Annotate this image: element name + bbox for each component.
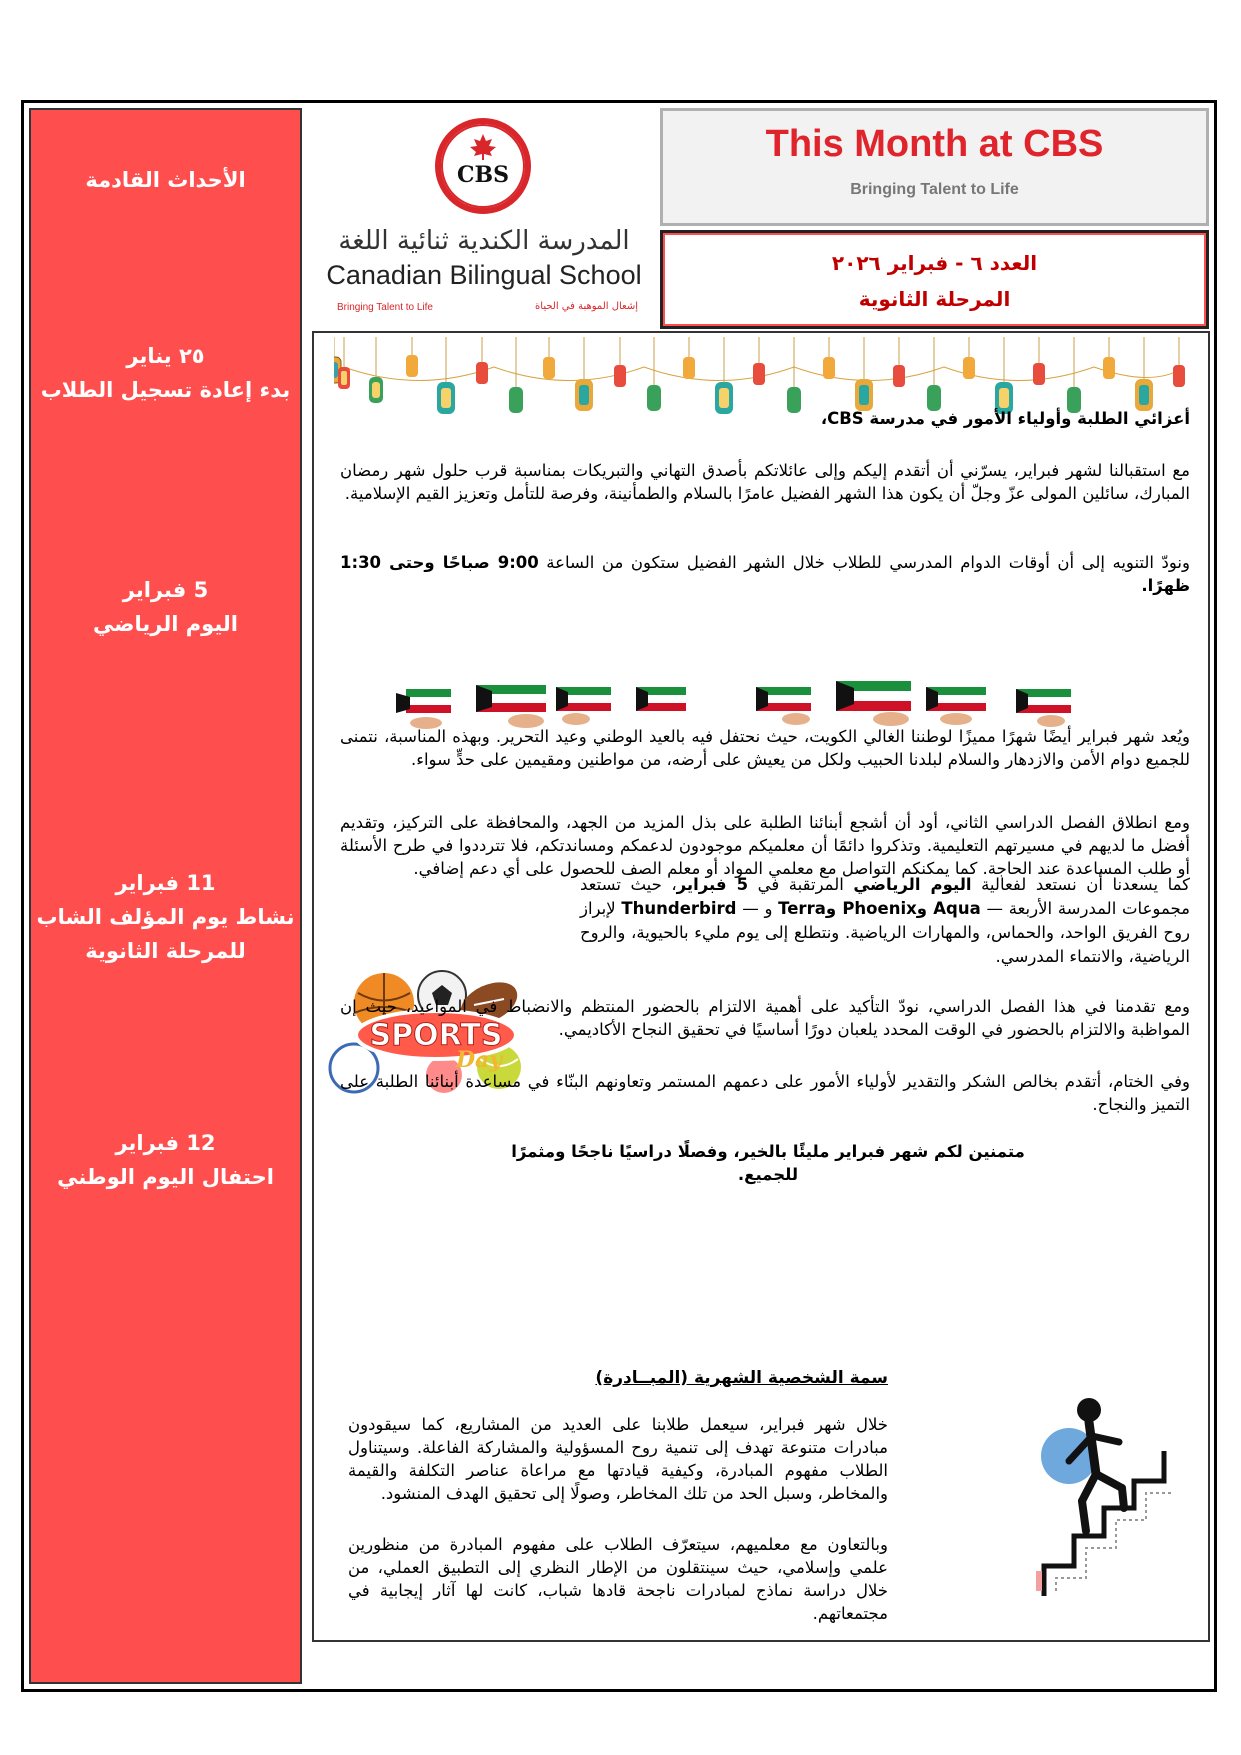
paragraph-closing-thanks: وفي الختام، أتقدم بخالص الشكر والتقدير لأولياء الأمور على دعمهم المستمر وتعاونهم البنّاء في مساعدة أبنائنا الطلبة على التميز والنجاح. <box>340 1072 1190 1114</box>
newsletter-subtitle: Bringing Talent to Life <box>850 181 1019 198</box>
team-name: Thunderbird <box>621 899 737 918</box>
school-hours-time: 9:00 صباحًا وحتى 1:30 ظهرًا. <box>340 553 1190 595</box>
school-logo <box>310 112 658 322</box>
event-name: بدء إعادة تسجيل الطلاب <box>40 378 291 402</box>
event-name: احتفال اليوم الوطني <box>57 1165 274 1189</box>
school-hours-text: ونودّ التنويه إلى أن أوقات الدوام المدرسي للطلاب خلال الشهر الفضيل ستكون من الساعة <box>538 553 1190 572</box>
event-date: 5 فبراير <box>122 578 209 602</box>
newsletter-title: This Month at CBS <box>765 123 1104 165</box>
logo-name-en: Canadian Bilingual School <box>326 260 642 290</box>
logo-tagline-en: Bringing Talent to Life <box>337 302 433 313</box>
issue-number: العدد ٦ - فبراير ٢٠٢٦ <box>831 251 1038 275</box>
event-date: 11 فبراير <box>115 871 216 895</box>
sports-badge-title: SPORTS <box>369 1018 503 1053</box>
paragraph-sports-day <box>580 873 1190 969</box>
paragraph-attendance: ومع تقدمنا في هذا الفصل الدراسي، نودّ التأكيد على أهمية الالتزام بالحضور المنتظم والانضباط في المواعيد، حيث إن المواظبة والالتزام بالحضور في الوقت المحدد يلعبان دورًا أساسيًا في تحقيق النجاح الأكاديمي. <box>340 997 1190 1039</box>
text-run-bold: اليوم الرياضي <box>853 875 972 894</box>
paragraph-initiative-2: وبالتعاون مع معلميهم، سيتعرّف الطلاب على مفهوم المبادرة من منظورين علمي وإسلامي، حيث سينتقلون من الإطار النظري إلى التطبيق العملي، من خلال دراسة نماذج لمبادرات ناجحة قادها شباب، كانت لها آثار إيجابية في مجتمعاتهم. <box>348 1535 888 1623</box>
sidebar-title: الأحداث القادمة <box>85 168 246 192</box>
events-sidebar <box>29 108 302 1684</box>
paragraph-school-hours <box>340 551 1190 597</box>
greeting: أعزائي الطلبة وأولياء الأمور في مدرسة CBS، <box>820 409 1190 428</box>
issue-box <box>660 230 1209 329</box>
text-run-bold: 5 فبراير <box>676 875 749 894</box>
event-date: 12 فبراير <box>115 1131 216 1155</box>
maple-leaf-icon <box>468 134 498 160</box>
paragraph-second-semester: ومع انطلاق الفصل الدراسي الثاني، أود أن أشجع أبنائنا الطلبة على بذل المزيد من الجهد، والمحافظة على التركيز، وتقديم أفضل ما لديهم في مسيرتهم التعليمية. وتذكروا دائمًا أن معلميكم موجودون لدعمكم ومساندتكم، فلا تترددوا في طرح الأسئلة أو طلب المساعدة عند الحاجة. كما يمكنكم التواصل مع معلمي المواد أو معلم الصف للحصول على أي دعم إضافي. <box>340 813 1190 878</box>
text-run: ، حيث تستعد مجموعات المدرسة الأربعة — <box>580 875 1190 918</box>
text-run: كما يسعدنا أن نستعد لفعالية <box>971 875 1190 894</box>
closing-wish: متمنين لكم شهر فبراير مليئًا بالخير، وفصلًا دراسيًا ناجحًا ومثمرًا للجميع. <box>511 1142 1025 1184</box>
logo-tagline-ar: إشعال الموهبة في الحياة <box>535 301 638 312</box>
paragraph-national-day: ويُعد شهر فبراير أيضًا شهرًا مميزًا لوطننا الغالي الكويت، حيث نحتفل فيه بالعيد الوطني وعيد التحرير. وبهذه المناسبة، نتمنى للجميع دوام الأمن والازدهار والسلام لبلدنا الحبيب ولكل من يعيش على أرضه، من مواطنين ومقيمين على حدٍّ سواء. <box>340 727 1190 769</box>
text-run: لإبراز روح الفريق الواحد، والحماس، والمهارات الرياضية. ونتطلع إلى يوم مليء بالحيوية، والروح الرياضية، والانتماء المدرسي. <box>580 899 1190 966</box>
team-names: Aqua وPhoenix وTerra <box>778 899 981 918</box>
paragraph-ramadan: مع استقبالنا لشهر فبراير، يسرّني أن أتقدم إليكم وإلى عائلاتكم بأصدق التهاني والتبريكات بمناسبة قرب حلول شهر رمضان المبارك، سائلين المولى عزّ وجلّ أن يكون هذا الشهر الفضيل عامرًا بالسلام والطمأنينة، وفرصة للتأمل وتعزيز القيم الإسلامية. <box>340 461 1190 503</box>
logo-name-ar: المدرسة الكندية ثنائية اللغة <box>338 226 630 256</box>
sports-badge-subtitle: Day <box>455 1047 503 1073</box>
text-run: و — <box>736 899 779 918</box>
event-name: نشاط يوم المؤلف الشاب <box>36 905 295 929</box>
logo-badge <box>435 118 531 214</box>
newsletter-header <box>660 108 1209 226</box>
text-run: المرتقبة في <box>748 875 854 894</box>
kuwait-flags-decoration <box>396 681 1186 731</box>
stairs-climber-icon <box>1034 1386 1184 1606</box>
paragraph-initiative-1: خلال شهر فبراير، سيعمل طلابنا على العديد من المشاريع، كما سيقودون مبادرات متنوعة تهدف إلى تنمية روح المسؤولية والمشاركة الفاعلة. وسيتناول الطلاب مفهوم المبادرة، وكيفية قيادتها مع مراعاة عناصر التكلفة والقيمة والمخاطر، وسبل الحد من تلك المخاطر، وصولًا إلى تحقيق الهدف المنشود. <box>348 1415 888 1503</box>
character-trait-title: سمة الشخصية الشهرية (المبــادرة) <box>595 1368 888 1388</box>
school-stage: المرحلة الثانوية <box>858 287 1011 311</box>
logo-cbs-text: CBS <box>457 162 509 188</box>
newsletter-body <box>312 331 1210 1642</box>
event-date: ٢٥ يناير <box>126 344 205 368</box>
event-name-line2: للمرحلة الثانوية <box>85 939 246 963</box>
event-name: اليوم الرياضي <box>93 612 238 636</box>
